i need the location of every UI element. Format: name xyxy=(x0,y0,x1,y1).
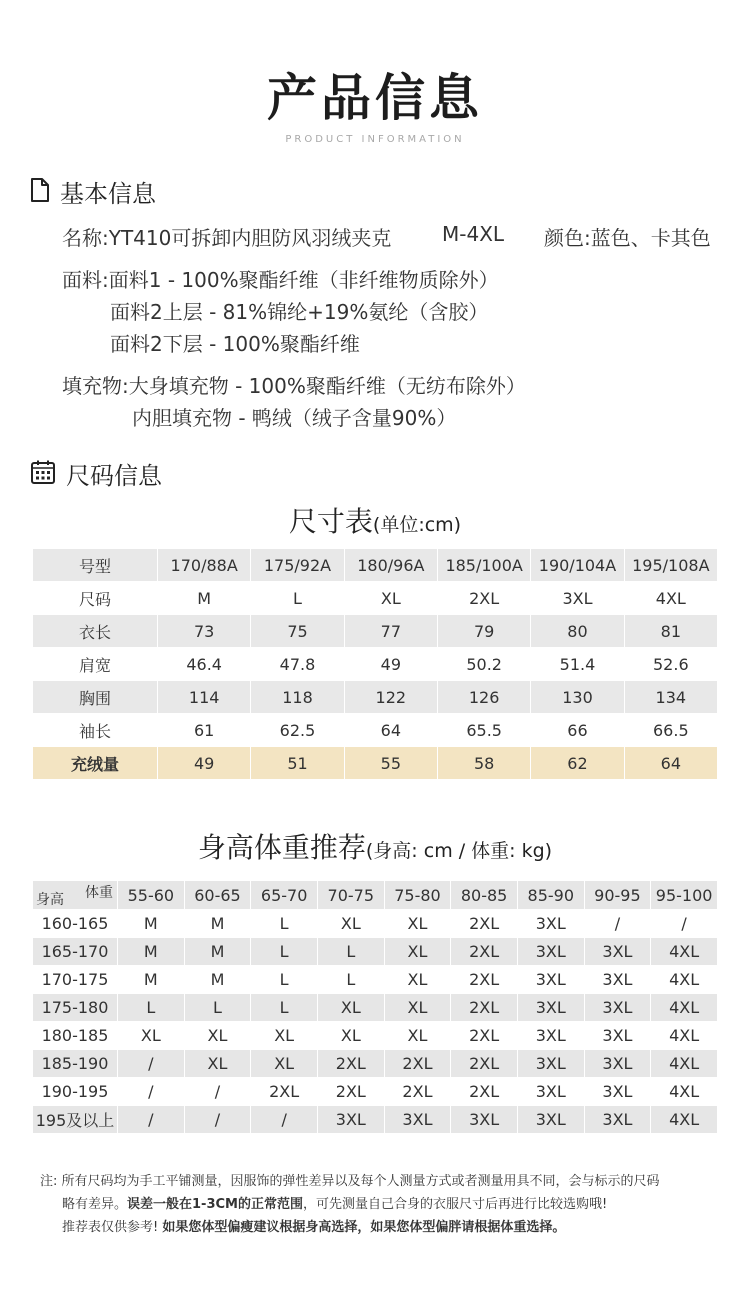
size-info-label: 尺码信息 xyxy=(66,462,162,490)
page-title: 产品信息 xyxy=(267,69,483,127)
size-cell: 46.4 xyxy=(158,648,251,681)
recommend-cell: 4XL xyxy=(651,994,718,1022)
recommend-cell: L xyxy=(317,966,384,994)
recommend-cell: XL xyxy=(384,1022,451,1050)
document-icon xyxy=(30,177,50,207)
size-cell: 62.5 xyxy=(251,714,344,747)
recommend-cell: 4XL xyxy=(651,1022,718,1050)
recommend-cell: 2XL xyxy=(451,938,518,966)
size-cell: 58 xyxy=(437,747,530,780)
recommend-cell: 3XL xyxy=(584,1050,651,1078)
size-row-label: 肩宽 xyxy=(33,648,158,681)
size-row xyxy=(33,648,718,681)
fabric-line-3: 面料2下层 - 100%聚酯纤维 xyxy=(110,332,360,356)
weight-header: 60-65 xyxy=(184,881,251,910)
size-cell: 170/88A xyxy=(158,549,251,582)
recommend-cell: L xyxy=(251,938,318,966)
size-cell: 64 xyxy=(344,714,437,747)
size-row-label: 袖长 xyxy=(33,714,158,747)
recommend-cell: 3XL xyxy=(451,1106,518,1134)
size-cell: 51.4 xyxy=(531,648,624,681)
note-line-2: 略有差异。误差一般在1-3CM的正常范围，可先测量自己合身的衣服尺寸后再进行比较选购哦! xyxy=(62,1197,608,1212)
size-cell: 51 xyxy=(251,747,344,780)
note-line-1: 注: 所有尺码均为手工平铺测量，因服饰的弹性差异以及每个人测量方式或者测量用具不同，会与标示的尺码 xyxy=(40,1174,660,1189)
recommend-row xyxy=(33,1106,718,1134)
recommend-cell: L xyxy=(317,938,384,966)
recommend-cell: L xyxy=(251,966,318,994)
recommend-cell: 3XL xyxy=(584,1022,651,1050)
recommend-cell: 3XL xyxy=(317,1106,384,1134)
recommend-unit: (身高: cm / 体重: kg) xyxy=(365,840,553,862)
recommend-row xyxy=(33,938,718,966)
recommend-cell: 3XL xyxy=(584,938,651,966)
weight-header: 55-60 xyxy=(118,881,185,910)
size-cell: 75 xyxy=(251,615,344,648)
recommend-cell: M xyxy=(118,910,185,938)
recommend-cell: / xyxy=(184,1106,251,1134)
height-label: 190-195 xyxy=(33,1078,118,1106)
recommend-cell: / xyxy=(251,1106,318,1134)
page-subtitle: PRODUCT INFORMATION xyxy=(285,134,465,145)
weight-header: 80-85 xyxy=(451,881,518,910)
recommend-cell: 2XL xyxy=(384,1050,451,1078)
recommend-cell: XL xyxy=(384,966,451,994)
recommend-cell: L xyxy=(184,994,251,1022)
size-cell: 61 xyxy=(158,714,251,747)
size-cell: 80 xyxy=(531,615,624,648)
recommend-cell: 3XL xyxy=(517,938,584,966)
recommend-corner-cell xyxy=(33,881,118,910)
height-label: 170-175 xyxy=(33,966,118,994)
size-chart-table xyxy=(32,548,718,780)
recommend-row xyxy=(33,910,718,938)
size-row-label: 衣长 xyxy=(33,615,158,648)
recommend-cell: M xyxy=(184,910,251,938)
height-label: 165-170 xyxy=(33,938,118,966)
recommend-row xyxy=(33,994,718,1022)
recommend-cell: M xyxy=(118,938,185,966)
size-row xyxy=(33,714,718,747)
size-cell: 62 xyxy=(531,747,624,780)
height-label: 175-180 xyxy=(33,994,118,1022)
size-cell: 2XL xyxy=(437,582,530,615)
recommend-row xyxy=(33,1078,718,1106)
size-cell: 126 xyxy=(437,681,530,714)
basic-info-header xyxy=(30,174,156,209)
size-range: M-4XL xyxy=(442,222,505,246)
size-cell: 130 xyxy=(531,681,624,714)
recommend-cell: 2XL xyxy=(251,1078,318,1106)
recommend-cell: / xyxy=(651,910,718,938)
recommend-cell: / xyxy=(118,1050,185,1078)
recommend-cell: L xyxy=(251,994,318,1022)
size-cell: 81 xyxy=(624,615,717,648)
recommend-cell: / xyxy=(584,910,651,938)
calendar-icon xyxy=(30,459,56,489)
product-colors: 颜色:蓝色、卡其色 xyxy=(544,226,711,250)
size-cell: 195/108A xyxy=(624,549,717,582)
recommend-cell: 3XL xyxy=(584,1106,651,1134)
size-cell: 66.5 xyxy=(624,714,717,747)
recommend-cell: L xyxy=(251,910,318,938)
recommend-header-row xyxy=(33,881,718,910)
recommend-cell: XL xyxy=(118,1022,185,1050)
size-row xyxy=(33,747,718,780)
size-cell: 52.6 xyxy=(624,648,717,681)
recommend-cell: 2XL xyxy=(317,1078,384,1106)
recommend-cell: 2XL xyxy=(451,910,518,938)
size-cell: XL xyxy=(344,582,437,615)
recommend-cell: / xyxy=(118,1078,185,1106)
recommend-cell: XL xyxy=(317,910,384,938)
recommend-cell: / xyxy=(118,1106,185,1134)
size-note xyxy=(40,1170,720,1239)
size-chart-unit: (单位:cm) xyxy=(372,514,462,536)
recommend-cell: 3XL xyxy=(517,966,584,994)
recommend-cell: XL xyxy=(184,1022,251,1050)
recommend-cell: / xyxy=(184,1078,251,1106)
recommend-cell: 2XL xyxy=(451,1050,518,1078)
corner-height-label: 身高 xyxy=(36,892,64,908)
recommend-cell: 2XL xyxy=(451,1078,518,1106)
size-row-label: 胸围 xyxy=(33,681,158,714)
recommend-cell: XL xyxy=(317,994,384,1022)
size-cell: 122 xyxy=(344,681,437,714)
weight-header: 95-100 xyxy=(651,881,718,910)
size-cell: 49 xyxy=(158,747,251,780)
recommend-cell: 3XL xyxy=(584,966,651,994)
size-row-label: 号型 xyxy=(33,549,158,582)
recommend-cell: 2XL xyxy=(451,1022,518,1050)
size-chart-title-text: 尺寸表 xyxy=(288,505,373,538)
recommend-cell: XL xyxy=(184,1050,251,1078)
recommend-cell: 3XL xyxy=(517,1022,584,1050)
recommend-cell: 3XL xyxy=(517,1106,584,1134)
size-row xyxy=(33,549,718,582)
recommend-cell: 2XL xyxy=(384,1078,451,1106)
recommend-cell: 3XL xyxy=(584,994,651,1022)
size-cell: 4XL xyxy=(624,582,717,615)
recommend-cell: 3XL xyxy=(384,1106,451,1134)
size-row xyxy=(33,681,718,714)
recommend-cell: 3XL xyxy=(517,1050,584,1078)
recommend-cell: 3XL xyxy=(517,1078,584,1106)
recommend-row xyxy=(33,1022,718,1050)
recommend-row xyxy=(33,1050,718,1078)
filling-line-2: 内胆填充物 - 鸭绒（绒子含量90%） xyxy=(132,406,457,430)
size-info-header xyxy=(30,456,162,491)
recommend-cell: XL xyxy=(251,1022,318,1050)
recommend-cell: M xyxy=(184,966,251,994)
recommend-cell: M xyxy=(118,966,185,994)
size-cell: 49 xyxy=(344,648,437,681)
weight-header: 90-95 xyxy=(584,881,651,910)
weight-header: 65-70 xyxy=(251,881,318,910)
height-label: 160-165 xyxy=(33,910,118,938)
recommend-cell: M xyxy=(184,938,251,966)
size-cell: 180/96A xyxy=(344,549,437,582)
recommend-title-text: 身高体重推荐 xyxy=(197,831,366,864)
size-cell: 50.2 xyxy=(437,648,530,681)
note-line-3: 推荐表仅供参考! 如果您体型偏瘦建议根据身高选择，如果您体型偏胖请根据体重选择。 xyxy=(62,1220,566,1235)
basic-info-label: 基本信息 xyxy=(60,180,156,208)
corner-weight-label: 体重 xyxy=(85,885,113,901)
size-cell: 3XL xyxy=(531,582,624,615)
recommend-row xyxy=(33,966,718,994)
size-cell: 64 xyxy=(624,747,717,780)
recommend-cell: 3XL xyxy=(584,1078,651,1106)
height-label: 180-185 xyxy=(33,1022,118,1050)
weight-header: 75-80 xyxy=(384,881,451,910)
size-cell: 55 xyxy=(344,747,437,780)
size-cell: 114 xyxy=(158,681,251,714)
size-cell: 77 xyxy=(344,615,437,648)
weight-header: 70-75 xyxy=(317,881,384,910)
recommend-cell: L xyxy=(118,994,185,1022)
recommend-cell: 3XL xyxy=(517,910,584,938)
size-cell: 134 xyxy=(624,681,717,714)
recommend-table xyxy=(32,880,718,1134)
recommend-cell: XL xyxy=(251,1050,318,1078)
recommend-cell: 4XL xyxy=(651,1078,718,1106)
recommend-cell: XL xyxy=(384,938,451,966)
size-cell: 66 xyxy=(531,714,624,747)
size-cell: 79 xyxy=(437,615,530,648)
recommend-cell: 2XL xyxy=(451,994,518,1022)
size-cell: 175/92A xyxy=(251,549,344,582)
size-row xyxy=(33,582,718,615)
recommend-cell: XL xyxy=(384,910,451,938)
fabric-line-2: 面料2上层 - 81%锦纶+19%氨纶（含胶） xyxy=(110,300,489,324)
size-chart-title xyxy=(0,500,750,540)
recommend-cell: 2XL xyxy=(317,1050,384,1078)
height-label: 195及以上 xyxy=(33,1106,118,1134)
size-cell: M xyxy=(158,582,251,615)
fabric-line-1: 面料:面料1 - 100%聚酯纤维（非纤维物质除外） xyxy=(62,268,499,292)
height-label: 185-190 xyxy=(33,1050,118,1078)
size-cell: 118 xyxy=(251,681,344,714)
filling-line-1: 填充物:大身填充物 - 100%聚酯纤维（无纺布除外） xyxy=(62,374,526,398)
size-cell: 190/104A xyxy=(531,549,624,582)
recommend-cell: 3XL xyxy=(517,994,584,1022)
recommend-cell: XL xyxy=(317,1022,384,1050)
recommend-cell: 4XL xyxy=(651,966,718,994)
size-row xyxy=(33,615,718,648)
recommend-cell: 4XL xyxy=(651,1050,718,1078)
weight-header: 85-90 xyxy=(517,881,584,910)
recommend-cell: 4XL xyxy=(651,1106,718,1134)
recommend-cell: 2XL xyxy=(451,966,518,994)
size-cell: 73 xyxy=(158,615,251,648)
size-cell: 47.8 xyxy=(251,648,344,681)
product-name: 名称:YT410可拆卸内胆防风羽绒夹克 xyxy=(62,226,392,250)
recommend-cell: 4XL xyxy=(651,938,718,966)
recommend-title xyxy=(0,826,750,866)
size-row-label: 充绒量 xyxy=(33,747,158,780)
size-cell: 65.5 xyxy=(437,714,530,747)
size-cell: L xyxy=(251,582,344,615)
size-row-label: 尺码 xyxy=(33,582,158,615)
recommend-cell: XL xyxy=(384,994,451,1022)
size-cell: 185/100A xyxy=(437,549,530,582)
